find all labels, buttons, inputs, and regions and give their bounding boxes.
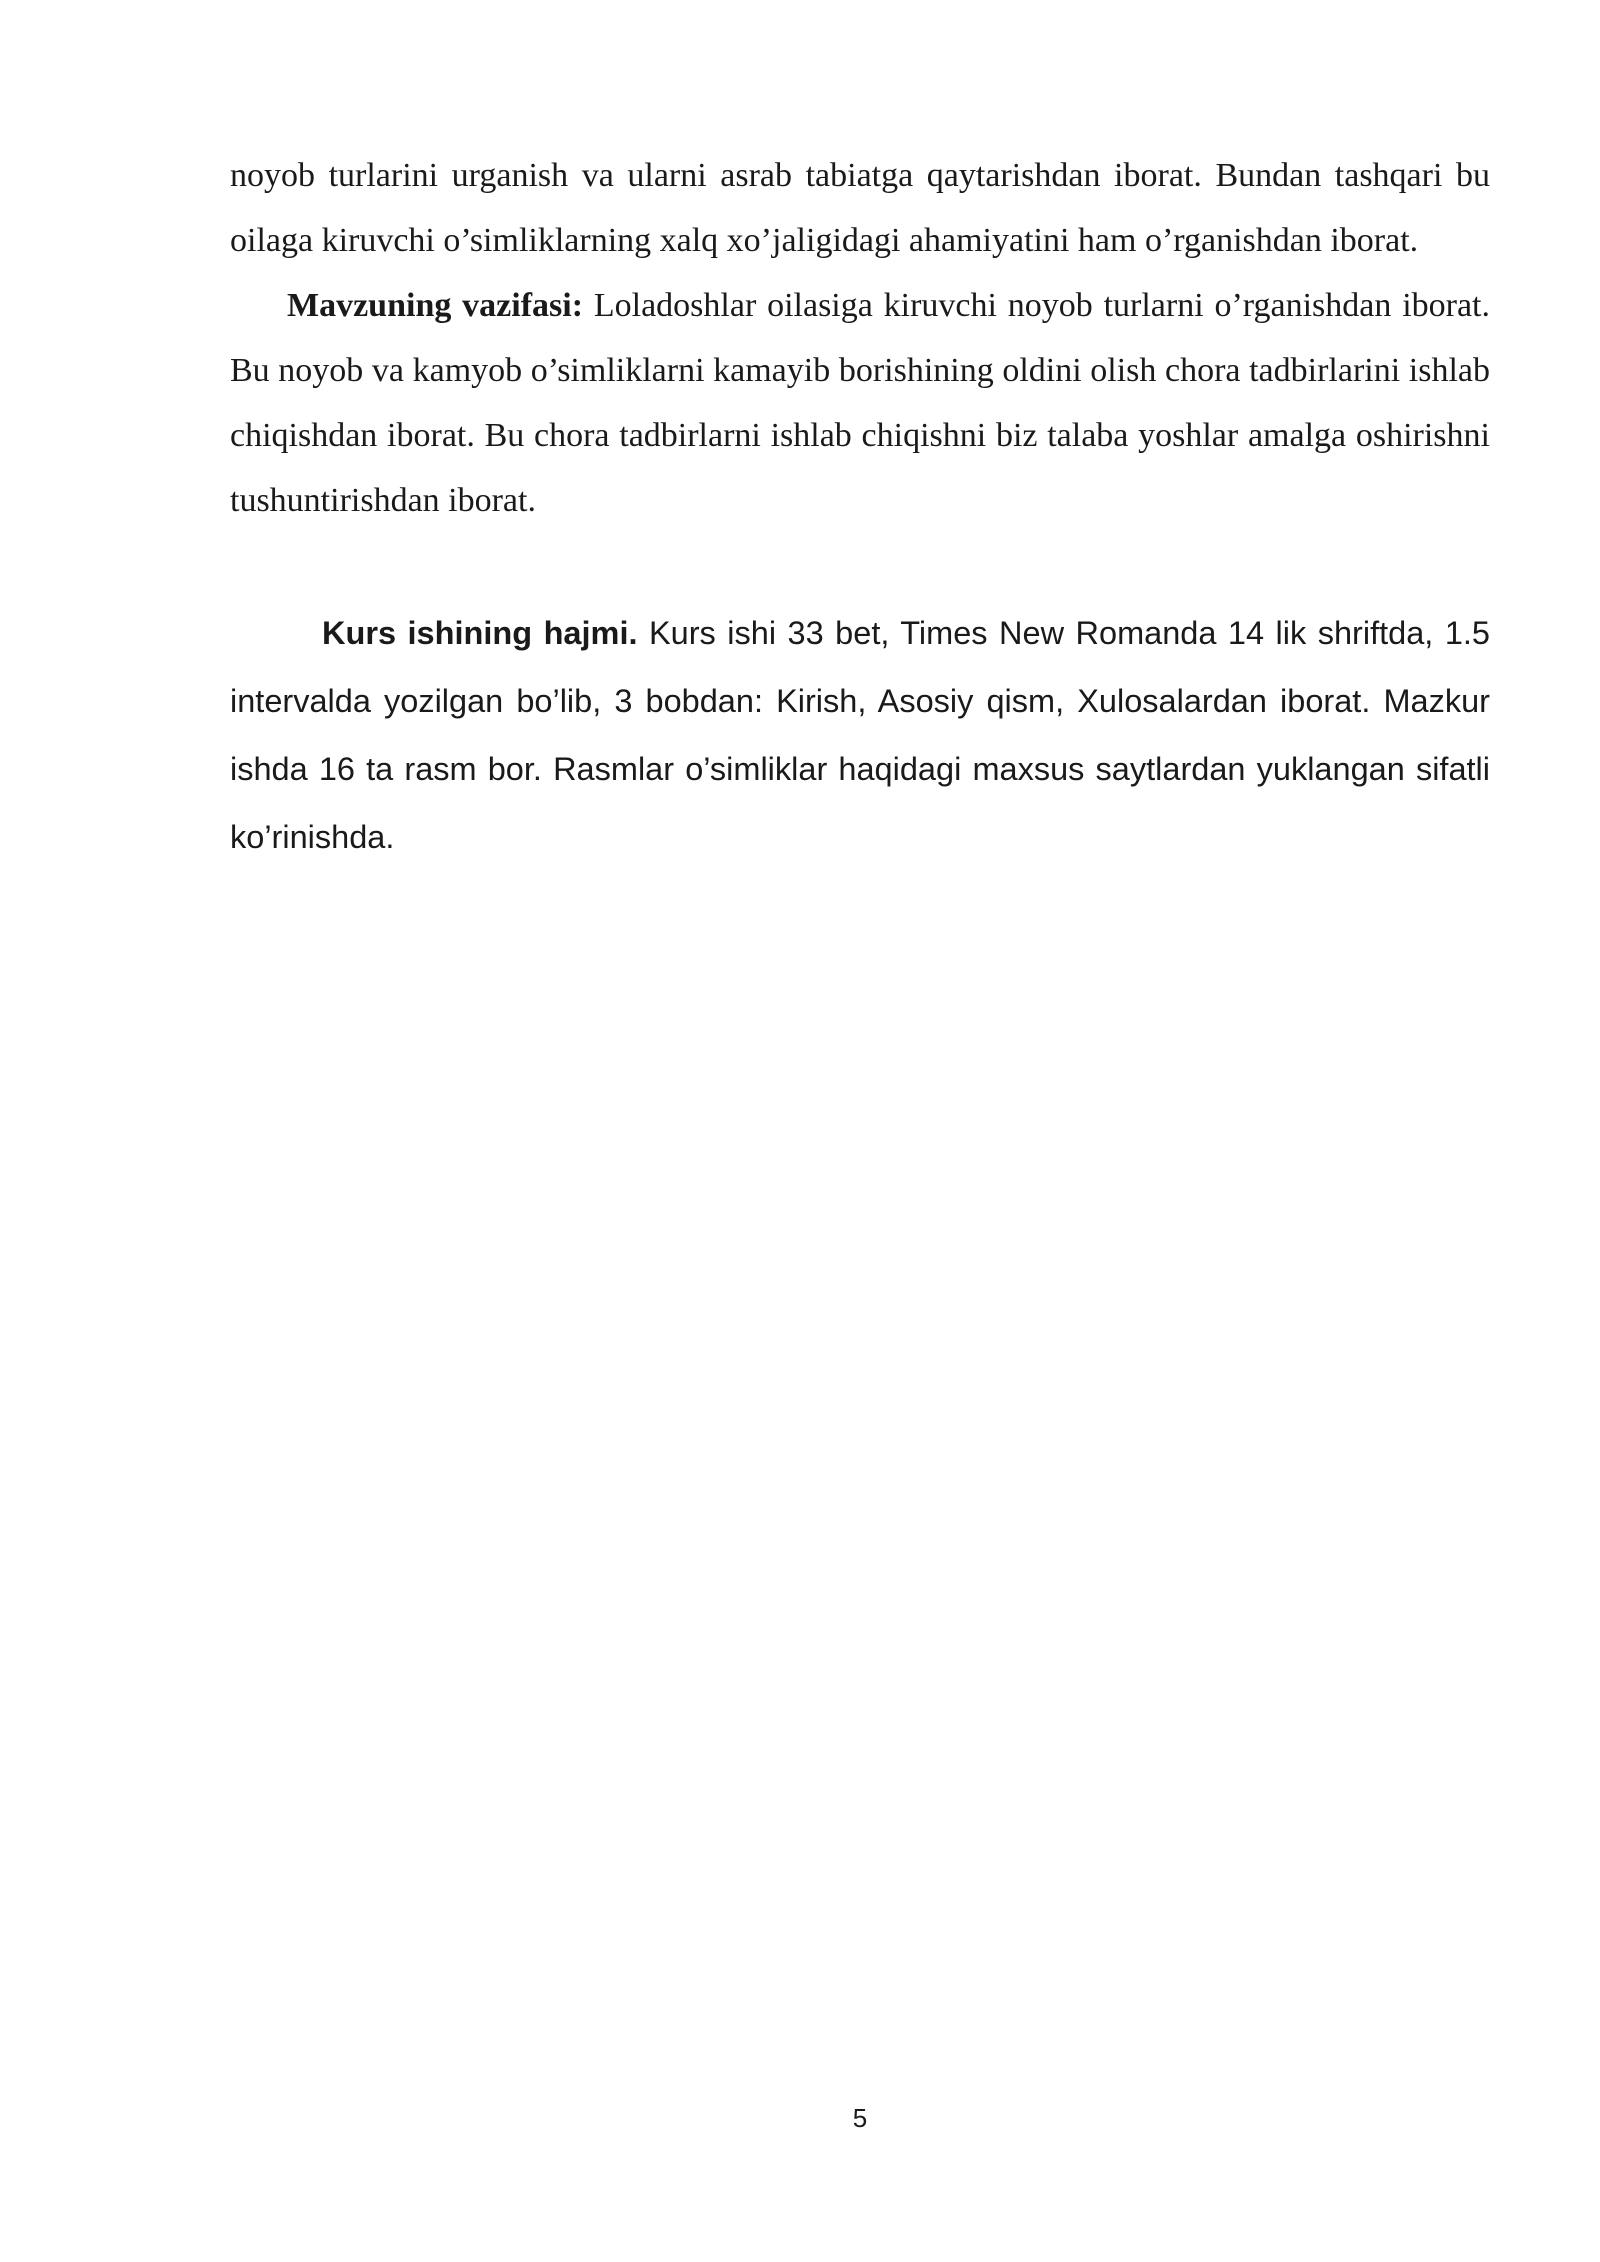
paragraph-task (230, 273, 1490, 533)
paragraph-3-heading: Kurs ishining hajmi. (322, 615, 638, 651)
paragraph-2-heading: Mavzuning vazifasi: (287, 287, 584, 324)
paragraph-1-text: noyob turlarini urganish va ularni asrab tabiatga qaytarishdan iborat. Bundan tashqari bu oilaga kiruvchi o’simliklarning xalq xo’jaligidagi ahamiyatini ham o’rganishdan iborat. (230, 157, 1490, 259)
paragraph-3-text: Kurs ishi 33 bet, Times New Romanda 14 lik shriftda, 1.5 intervalda yozilgan bo’lib, 3 bobdan: Kirish, Asosiy qism, Xulosalardan iborat. Mazkur ishda 16 ta rasm bor. Rasmlar o’simliklar haqidagi maxsus saytlardan yuklangan sifatli ko’rinishda. (230, 615, 1490, 855)
sans-text-block (230, 599, 1490, 871)
paragraph-2-text: Loladoshlar oilasiga kiruvchi noyob turlarni o’rganishdan iborat. Bu noyob va kamyob o’simliklarni kamayib borishining oldini olish chora tadbirlarini ishlab chiqishdan iborat. Bu chora tadbirlarni ishlab chiqishni biz talaba yoshlar amalga oshirishni tushuntirishdan iborat. (230, 287, 1490, 519)
paragraph-volume (230, 599, 1490, 871)
serif-text-block (230, 143, 1490, 533)
page-number: 5 (852, 2103, 868, 2133)
paragraph-intro-continuation (230, 143, 1490, 273)
